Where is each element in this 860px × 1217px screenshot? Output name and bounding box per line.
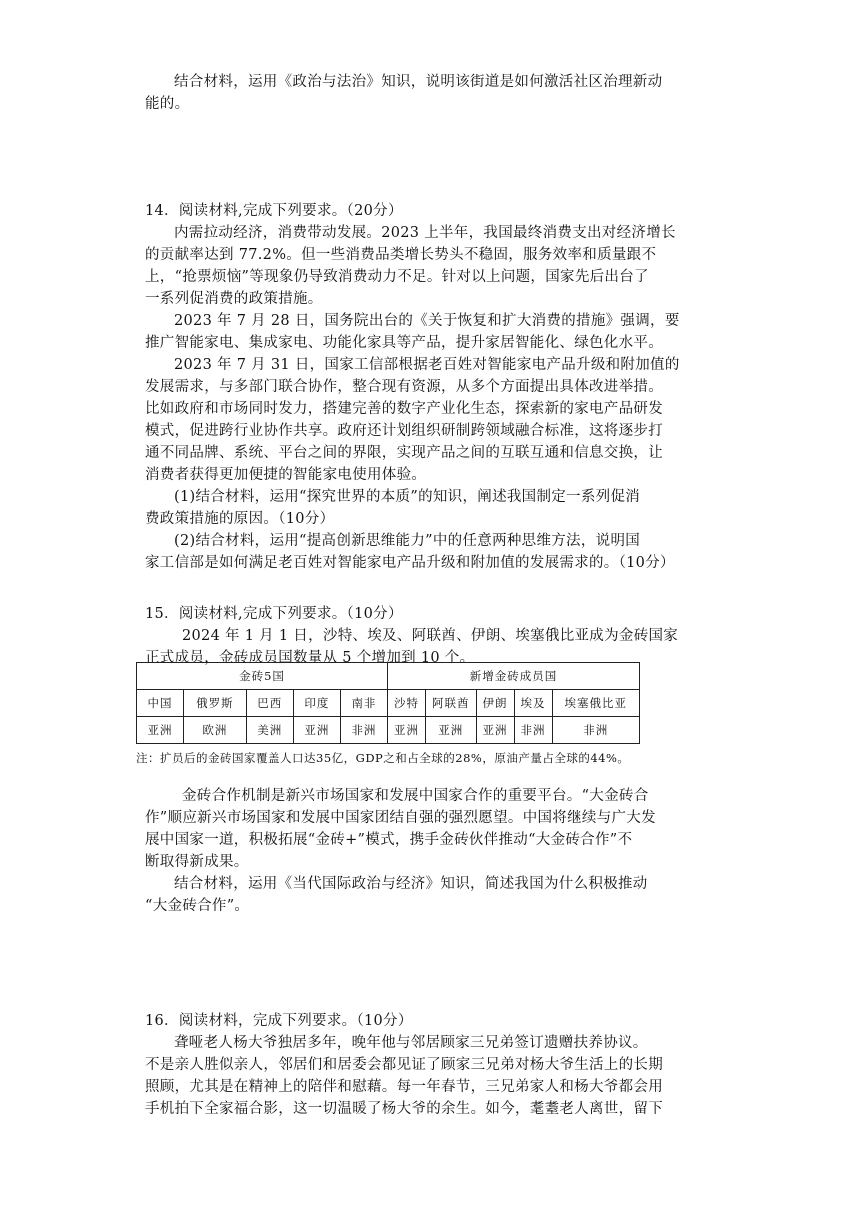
text-line: 费政策措施的原因。（10分）: [145, 511, 335, 527]
text-line: 上，“抢票烦恼”等现象仍导致消费动力不足。针对以上问题，国家先后出台了: [145, 269, 649, 285]
question-heading: 15．阅读材料,完成下列要求。（10分）: [145, 606, 403, 622]
sub-question-2: (2)结合材料，运用“提高创新思维能力”中的任意两种思维方法，说明国: [174, 533, 641, 549]
text-line: 作”顺应新兴市场国家和发展中国家团结自强的强烈愿望。中国将继续与广大发: [145, 810, 656, 826]
table-cell: 埃塞俄比亚: [552, 690, 640, 717]
table-cell: 巴西: [246, 690, 293, 717]
text-line: 不是亲人胜似亲人，邻居们和居委会都见证了顾家三兄弟对杨大爷生活上的长期: [145, 1057, 663, 1073]
table-cell: 阿联酋: [426, 690, 477, 717]
text-line: 聋哑老人杨大爷独居多年，晚年他与邻居顾家三兄弟签订遗赠扶养协议。: [174, 1035, 648, 1051]
text-line: 能的。: [145, 96, 190, 112]
table-row: [137, 717, 640, 744]
text-line: 发展需求，与多部门联合协作，整合现有资源，从多个方面提出具体改进举措。: [145, 379, 663, 395]
text-line: 通不同品牌、系统、平台之间的界限，实现产品之间的互联互通和信息交换，让: [145, 445, 663, 461]
table-cell: 南非: [340, 690, 387, 717]
table-cell: 印度: [293, 690, 340, 717]
q13-question-tail: [145, 71, 735, 115]
text-line: 一系列促消费的政策措施。: [145, 291, 323, 307]
table-cell: 中国: [137, 690, 184, 717]
text-line: 正式成员，金砖成员国数量从 5 个增加到 10 个。: [145, 650, 475, 666]
table-cell: 非洲: [552, 717, 640, 744]
question-15-body: [145, 785, 735, 917]
text-line: 展中国家一道，积极拓展“金砖+”模式，携手金砖伙伴推动“大金砖合作”不: [145, 832, 633, 848]
table-cell: 亚洲: [426, 717, 477, 744]
text-line: “大金砖合作”。: [145, 898, 250, 914]
question-14: [145, 200, 735, 574]
table-cell: 俄罗斯: [184, 690, 247, 717]
text-line: 比如政府和市场同时发力，搭建完善的数字产业化生态，探索新的家电产品研发: [145, 401, 663, 417]
text-line: 断取得新成果。: [145, 854, 249, 870]
text-line: 模式，促进跨行业协作共享。政府还计划组织研制跨领域融合标准，这将逐步打: [145, 423, 663, 439]
text-line: 2024 年 1 月 1 日，沙特、埃及、阿联酋、伊朗、埃塞俄比亚成为金砖国家: [182, 628, 679, 644]
text-line: 内需拉动经济，消费带动发展。2023 上半年，我国最终消费支出对经济增长: [174, 225, 676, 241]
table-cell: 沙特: [388, 690, 426, 717]
question-15: [145, 603, 735, 669]
table-cell: 亚洲: [293, 717, 340, 744]
table-cell: 埃及: [514, 690, 552, 717]
text-line: 2023 年 7 月 28 日，国务院出台的《关于恢复和扩大消费的措施》强调，要: [174, 313, 680, 329]
text-line: 结合材料，运用《政治与法治》知识，说明该街道是如何激活社区治理新动: [174, 74, 663, 90]
table-cell: 亚洲: [388, 717, 426, 744]
table-cell: 非洲: [340, 717, 387, 744]
brics-members-table: [136, 662, 640, 744]
table-group-header: 新增金砖成员国: [388, 663, 640, 690]
text-line: 手机拍下全家福合影，这一切温暖了杨大爷的余生。如今，耄耋老人离世，留下: [145, 1101, 663, 1117]
table-row: [137, 690, 640, 717]
text-line: 金砖合作机制是新兴市场国家和发展中国家合作的重要平台。“大金砖合: [182, 788, 649, 804]
table-cell: 亚洲: [137, 717, 184, 744]
text-line: 2023 年 7 月 31 日，国家工信部根据老百姓对智能家电产品升级和附加值的: [174, 357, 680, 373]
text-line: 的贡献率达到 77.2%。但一些消费品类增长势头不稳固，服务效率和质量跟不: [145, 247, 657, 263]
table-note: 注：扩员后的金砖国家覆盖人口达35亿，GDP之和占全球的28%，原油产量占全球的44%。: [136, 751, 630, 765]
sub-question-1: (1)结合材料，运用“探究世界的本质”的知识，阐述我国制定一系列促消: [174, 489, 641, 505]
table-cell: 美洲: [246, 717, 293, 744]
text-line: 结合材料，运用《当代国际政治与经济》知识，简述我国为什么积极推动: [174, 876, 648, 892]
table-cell: 欧洲: [184, 717, 247, 744]
table-header-row: [137, 663, 640, 690]
question-heading: 14．阅读材料,完成下列要求。（20分）: [145, 203, 403, 219]
question-16: [145, 1010, 735, 1120]
table-cell: 伊朗: [476, 690, 514, 717]
text-line: 照顾，尤其是在精神上的陪伴和慰藉。每一年春节，三兄弟家人和杨大爷都会用: [145, 1079, 663, 1095]
text-line: 消费者获得更加便捷的智能家电使用体验。: [145, 467, 427, 483]
table-group-header: 金砖5国: [137, 663, 388, 690]
table-cell: 非洲: [514, 717, 552, 744]
table-cell: 亚洲: [476, 717, 514, 744]
text-line: 推广智能家电、集成家电、功能化家具等产品，提升家居智能化、绿色化水平。: [145, 335, 663, 351]
question-heading: 16．阅读材料，完成下列要求。（10分）: [145, 1013, 413, 1029]
text-line: 家工信部是如何满足老百姓对智能家电产品升级和附加值的发展需求的。（10分）: [145, 555, 675, 571]
